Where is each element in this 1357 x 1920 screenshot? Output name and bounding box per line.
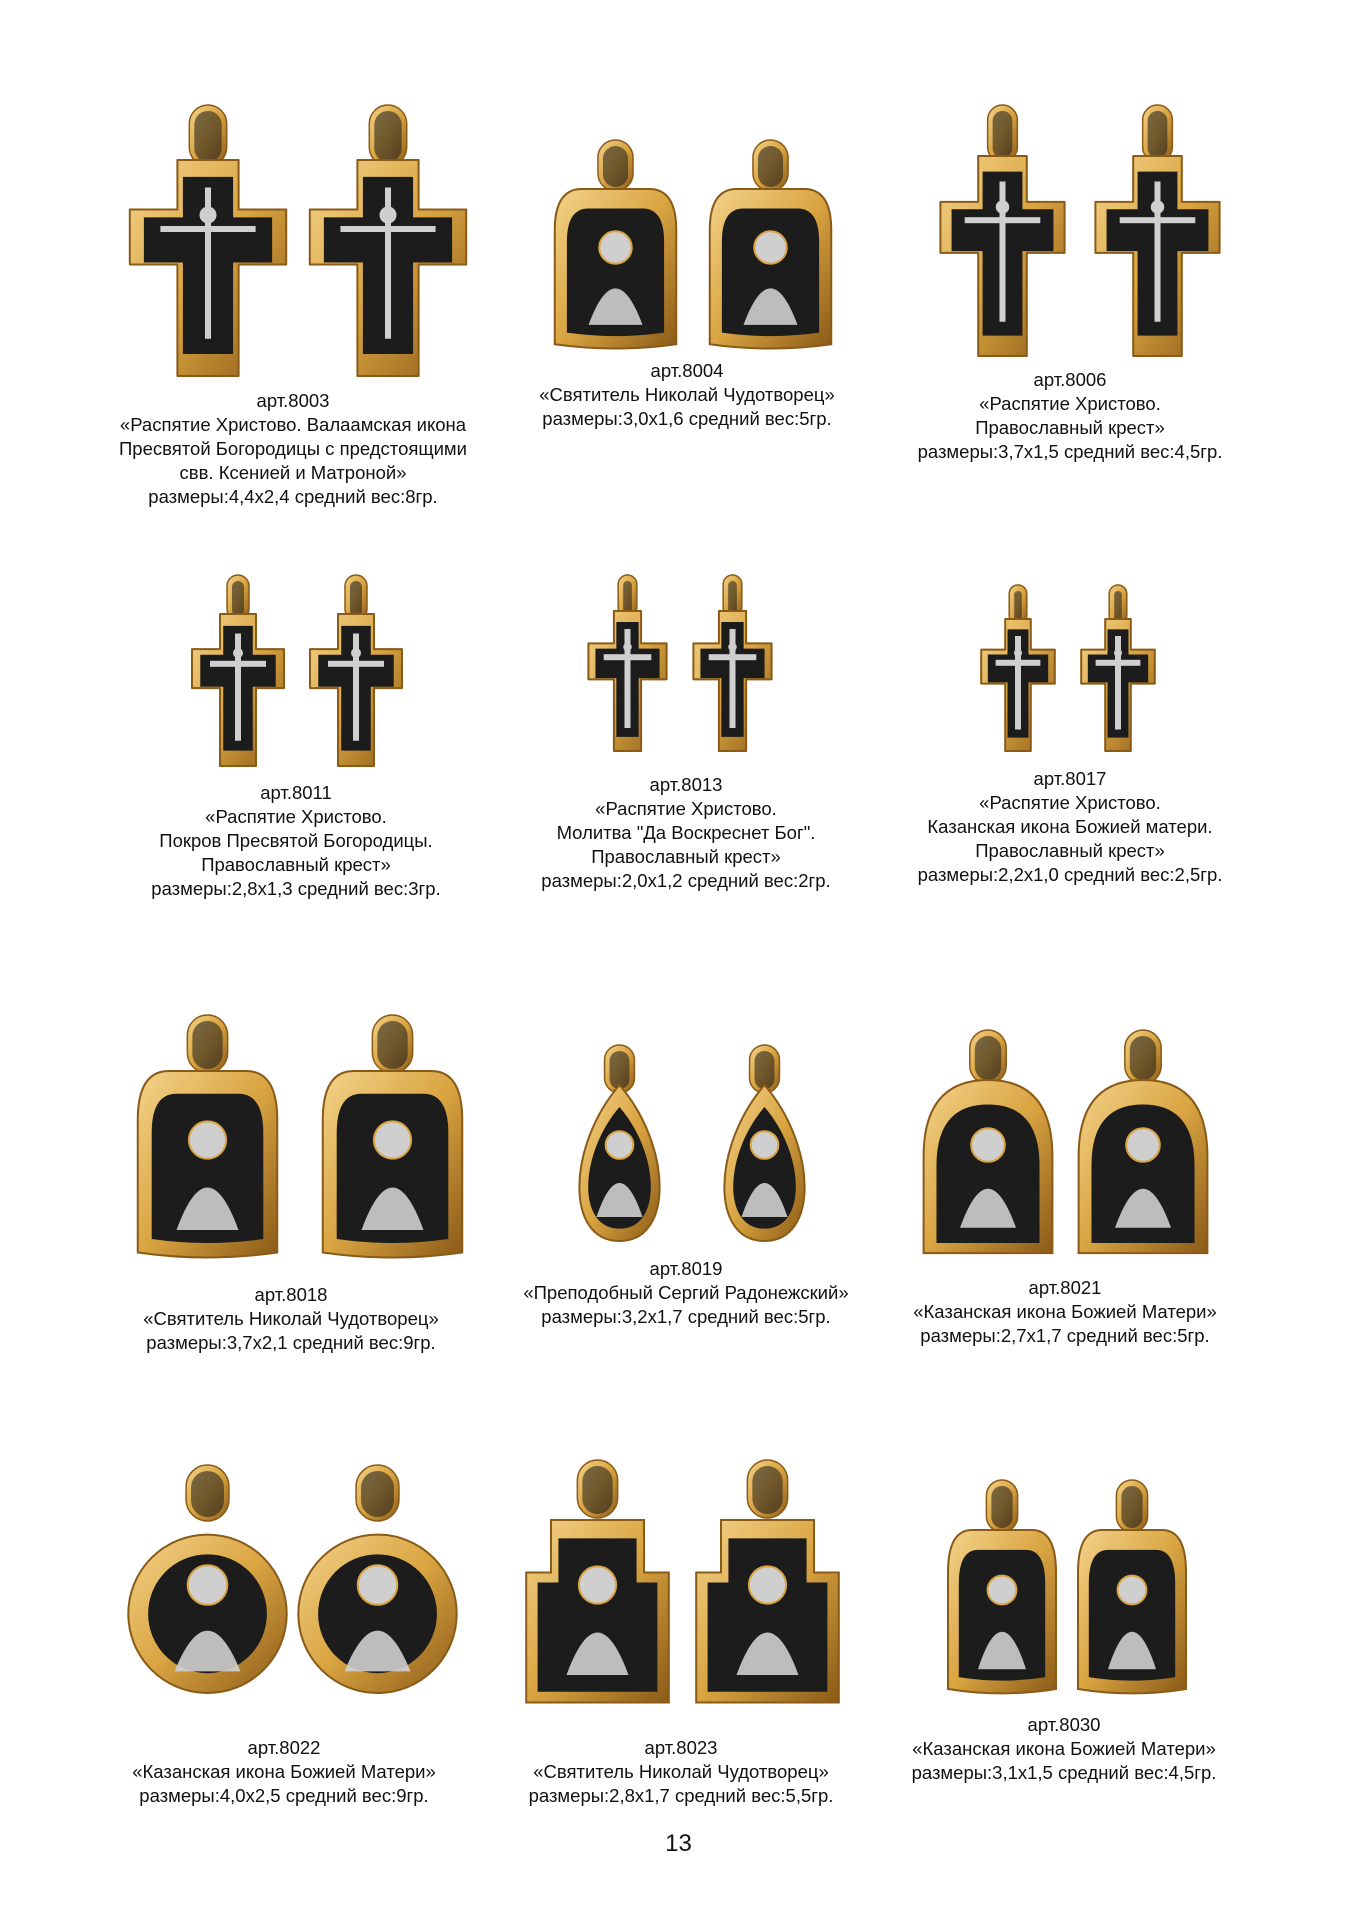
pendant-front-image [918,1030,1058,1260]
pendant-illustration [935,105,1070,360]
pendant-photos [548,140,838,355]
product-size-weight: размеры:2,8х1,7 средний вес:5,5гр. [528,1785,834,1806]
pendant-illustration [1072,1480,1192,1700]
product-size-weight: размеры:3,7х2,1 средний вес:9гр. [146,1332,436,1353]
product-title-line: «Святитель Николай Чудотворец» [539,384,835,405]
pendant-illustration [918,1030,1058,1260]
pendant-front-image [123,105,293,380]
pendant-illustration [1078,585,1158,755]
product-caption [864,1713,1264,1785]
pendant-back-image [315,1015,470,1265]
article-number: арт.8018 [254,1284,328,1305]
pendant-front-image [548,140,683,355]
pendant-illustration [188,575,288,770]
article-number: арт.8019 [649,1258,723,1279]
product-size-weight: размеры:3,7х1,5 средний вес:4,5гр. [917,441,1223,462]
product-title-line: Православный крест» [591,846,781,867]
product-caption [96,781,496,901]
article-number: арт.8030 [1027,1714,1101,1735]
pendant-photos [130,1015,470,1265]
pendant-illustration [295,1465,460,1705]
pendant-photos [188,575,408,770]
pendant-back-image [306,575,406,770]
product-title-line: «Распятие Христово. [979,393,1161,414]
article-number: арт.8022 [247,1737,321,1758]
product-title-line: «Святитель Николай Чудотворец» [143,1308,439,1329]
product-size-weight: размеры:3,2х1,7 средний вес:5гр. [541,1306,831,1327]
pendant-illustration [978,585,1058,755]
pendant-photos [520,1460,850,1710]
product-title-line: «Распятие Христово. Валаамская икона [119,414,467,435]
pendant-illustration [942,1480,1062,1700]
product-title-line: Пресвятой Богородицы с предстоящими [119,438,467,459]
article-number: арт.8003 [256,390,330,411]
pendant-front-image [935,105,1070,360]
product-size-weight: размеры:2,8х1,3 средний вес:3гр. [151,878,441,899]
pendant-front-image [585,575,670,755]
article-number: арт.8017 [1033,768,1107,789]
product-caption [870,368,1270,464]
product-size-weight: размеры:2,2х1,0 средний вес:2,5гр. [917,864,1223,885]
product-title-line: Православный крест» [201,854,391,875]
product-title-line: Молитва "Да Воскреснет Бог". [556,822,816,843]
product-caption [93,389,493,509]
pendant-illustration [703,140,838,355]
product-caption [865,1276,1265,1348]
pendant-photos [918,1030,1218,1260]
article-number: арт.8006 [1033,369,1107,390]
product-size-weight: размеры:3,1х1,5 средний вес:4,5гр. [911,1762,1217,1783]
product-size-weight: размеры:2,7х1,7 средний вес:5гр. [920,1325,1210,1346]
pendant-illustration [306,575,406,770]
product-title-line: «Казанская икона Божией Матери» [132,1761,436,1782]
product-caption [486,773,886,893]
pendant-back-image [1073,1030,1213,1260]
pendant-front-image [942,1480,1062,1700]
product-title-line: Православный крест» [975,840,1165,861]
product-size-weight: размеры:4,0х2,5 средний вес:9гр. [139,1785,429,1806]
pendant-illustration [520,1460,675,1710]
product-caption [84,1736,484,1808]
article-number: арт.8004 [650,360,724,381]
pendant-illustration [585,575,670,755]
pendant-illustration [548,140,683,355]
pendant-illustration [123,105,293,380]
pendant-back-image [1090,105,1225,360]
pendant-illustration [303,105,473,380]
pendant-back-image [303,105,473,380]
pendant-front-image [188,575,288,770]
pendant-front-image [978,585,1058,755]
pendant-front-image [130,1015,285,1265]
page-number: 13 [665,1830,692,1857]
pendant-illustration [315,1015,470,1265]
pendant-back-image [707,1045,822,1245]
product-title-line: Казанская икона Божией матери. [927,816,1213,837]
article-number: арт.8013 [649,774,723,795]
pendant-illustration [1073,1030,1213,1260]
product-title-line: Православный крест» [975,417,1165,438]
pendant-illustration [562,1045,677,1245]
pendant-illustration [690,1460,845,1710]
pendant-photos [942,1480,1202,1700]
article-number: арт.8021 [1028,1277,1102,1298]
product-caption [91,1283,491,1355]
product-caption [486,1257,886,1329]
pendant-front-image [520,1460,675,1710]
product-title-line: «Святитель Николай Чудотворец» [533,1761,829,1782]
pendant-back-image [295,1465,460,1705]
pendant-photos [978,585,1168,755]
article-number: арт.8023 [644,1737,718,1758]
product-caption [481,1736,881,1808]
pendant-back-image [1078,585,1158,755]
pendant-illustration [125,1465,290,1705]
pendant-photos [935,105,1235,360]
pendant-back-image [690,1460,845,1710]
product-title-line: «Распятие Христово. [979,792,1161,813]
product-caption [870,767,1270,887]
pendant-back-image [690,575,775,755]
product-size-weight: размеры:4,4х2,4 средний вес:8гр. [148,486,438,507]
pendant-front-image [562,1045,677,1245]
product-title-line: Покров Пресвятой Богородицы. [159,830,433,851]
article-number: арт.8011 [260,782,332,803]
pendant-illustration [690,575,775,755]
pendant-front-image [125,1465,290,1705]
pendant-back-image [1072,1480,1192,1700]
pendant-illustration [1090,105,1225,360]
pendant-photos [125,1465,475,1705]
product-size-weight: размеры:3,0х1,6 средний вес:5гр. [542,408,832,429]
product-caption [487,359,887,431]
pendant-illustration [130,1015,285,1265]
product-title-line: «Преподобный Сергий Радонежский» [523,1282,849,1303]
pendant-photos [118,105,478,380]
pendant-photos [562,1045,812,1245]
product-title-line: «Казанская икона Божией Матери» [913,1301,1217,1322]
product-title-line: свв. Ксенией и Матроной» [179,462,407,483]
pendant-illustration [707,1045,822,1245]
product-title-line: «Распятие Христово. [205,806,387,827]
product-title-line: «Казанская икона Божией Матери» [912,1738,1216,1759]
pendant-photos [585,575,785,755]
pendant-back-image [703,140,838,355]
product-title-line: «Распятие Христово. [595,798,777,819]
product-size-weight: размеры:2,0х1,2 средний вес:2гр. [541,870,831,891]
